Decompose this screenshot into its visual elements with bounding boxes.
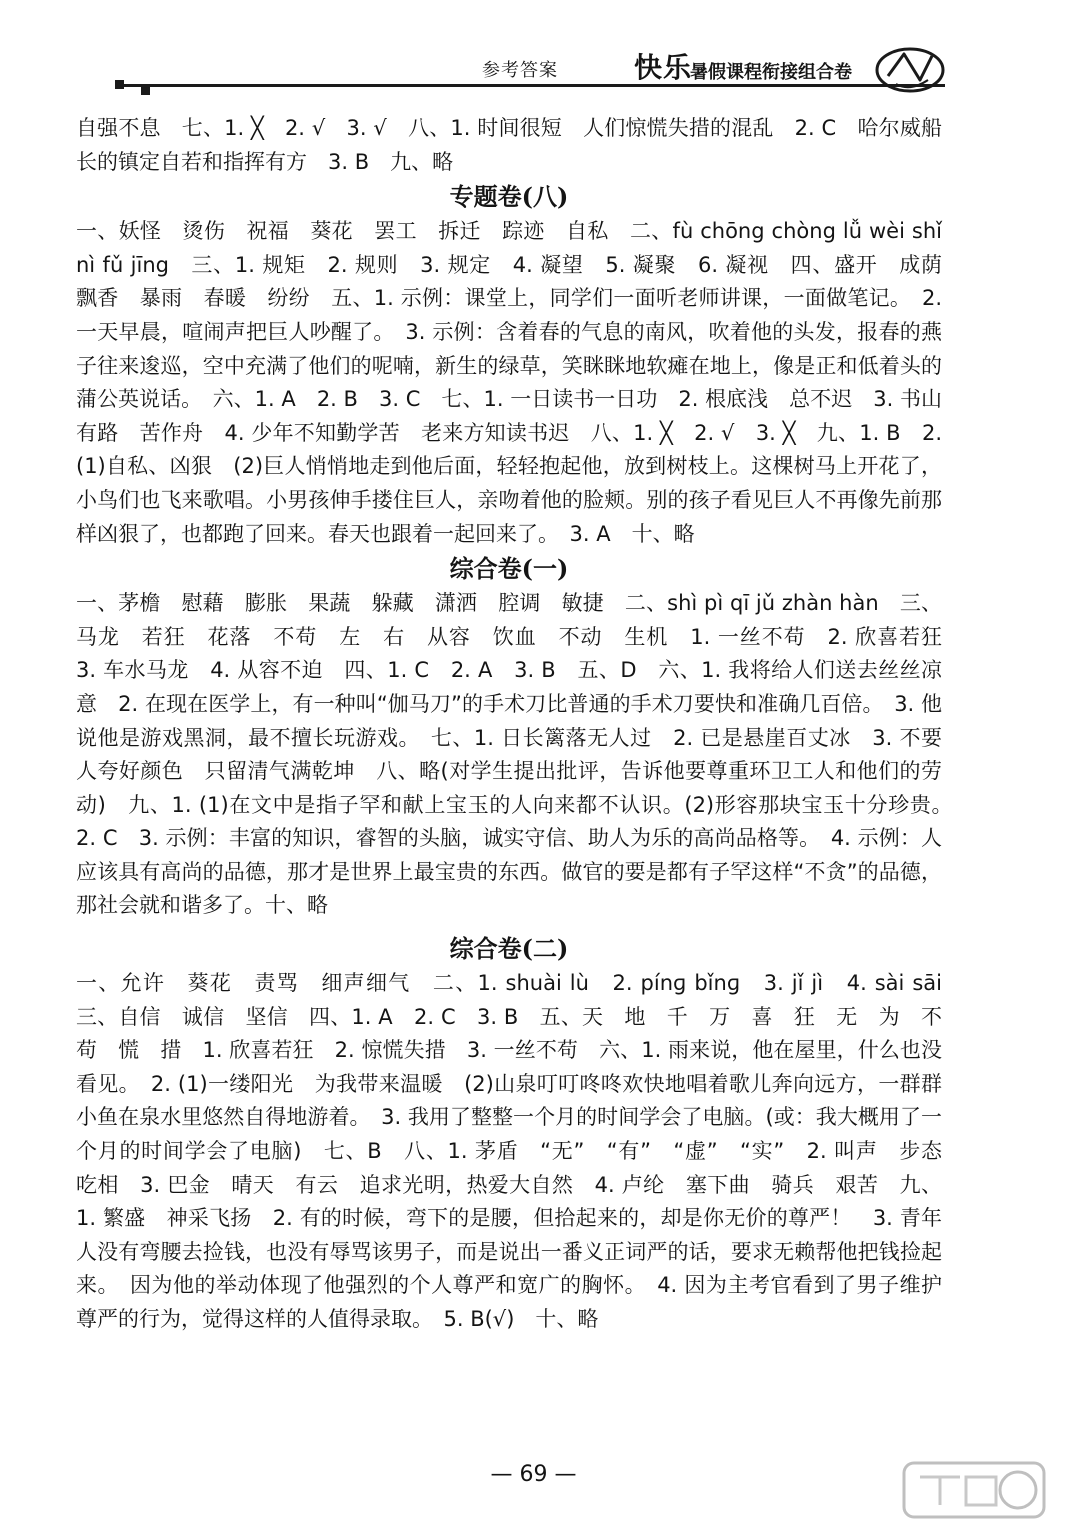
answer-paragraph: 一、茅檐 慰藉 膨胀 果蔬 躲藏 潇洒 腔调 敏捷 二、shì pì qī jǔ zhàn hàn 三、马龙 若狂 花落 不苟 左 右 从容 饮血 不动 生机 1. 一丝不苟 2. 欣喜若狂 3. 车水马龙 4. 从容不迫 四、1. C 2. A 3. B 五、D 六、1. 我将给人们送去丝丝凉意 2. 在现在医学上，有一种叫“伽马刀”的手术刀比普通的手术刀要快和准确几百倍。 3. 他说他是游戏黑洞，最不擅长玩游戏。 七、1. 日长篱落无人过 2. 已是悬崖百丈冰 3. 不要人夸好颜色 只留清气满乾坤 八、略(对学生提出批评，告诉他要尊重环卫工人和他们的劳动) 九、1. (1)在文中是指子罕和献上宝玉的人向来都不认识。(2)形容那块宝玉十分珍贵。 2. C 3. 示例：丰富的知识，睿智的头脑，诚实守信、助人为乐的高尚品格等。 4. 示例：人应该具有高尚的品德，那才是世界上最宝贵的东西。做官的要是都有子罕这样“不贪”的品德，那社会就和谐多了。十、略 (76, 591, 963, 918)
answer-content (76, 112, 963, 1337)
section-title: 综合卷(二) (449, 934, 569, 964)
answer-paragraph: 一、妖怪 烫伤 祝福 葵花 罢工 拆迁 踪迹 自私 二、fù chōng chòng lǚ wèi shǐ nì fǔ jīng 三、1. 规矩 2. 规则 3. 规定 4. 凝望 5. 凝聚 6. 凝视 四、盛开 成荫 飘香 暴雨 春暖 纷纷 五、1. 示例：课堂上，同学们一面听老师讲课，一面做笔记。 2. 一天早晨，喧闹声把巨人吵醒了。 3. 示例：含着春的气息的南风，吹着他的头发，报春的燕子往来逡巡，空中充满了他们的呢喃，新生的绿草，笑眯眯地软瘫在地上，像是正和低着头的蒲公英说话。 六、1. A 2. B 3. C 七、1. 一日读书一日功 2. 根底浅 总不迟 3. 书山有路 苦作舟 4. 少年不知勤学苦 老来方知读书迟 八、1. ╳ 2. √ 3. ╳ 九、1. B 2. (1)自私、凶狠 (2)巨人悄悄地走到他后面，轻轻抱起他，放到树枝上。这棵树马上开花了，小鸟们也飞来歌唱。小男孩伸手搂住巨人，亲吻着他的脸颊。别的孩子看见巨人不再像先前那样凶狠了，也都跑了回来。春天也跟着一起回来了。 3. A 十、略 (76, 219, 963, 546)
header-series-title: 暑假课程衔接组合卷 (690, 62, 852, 83)
page-number: — 69 — (490, 1462, 577, 1487)
answer-paragraph: 自强不息 七、1. ╳ 2. √ 3. √ 八、1. 时间很短 人们惊慌失措的混乱 2. C 哈尔威船长的镇定自若和指挥有方 3. B 九、略 (76, 116, 942, 174)
answer-paragraph: 一、允许 葵花 责骂 细声细气 二、1. shuài lù 2. pínɡ bǐnɡ 3. jǐ jì 4. sài sāi 三、自信 诚信 坚信 四、1. A 2. C 3. B 五、天 地 千 万 喜 狂 无 为 不苟 慌 措 1. 欣喜若狂 2. 惊慌失措 3. 一丝不苟 六、1. 雨来说，他在屋里，什么也没看见。 2. (1)一缕阳光 为我带来温暖 (2)山泉叮叮咚咚欢快地唱着歌儿奔向远方，一群群小鱼在泉水里悠然自得地游着。 3. 我用了整整一个月的时间学会了电脑。(或：我大概用了一个月的时间学会了电脑) 七、B 八、1. 茅盾 “无” “有” “虚” “实” 2. 叫声 步态 吃相 3. 巴金 晴天 有云 追求光明，热爱大自然 4. 卢纶 塞下曲 骑兵 艰苦 九、1. 繁盛 神采飞扬 2. 有的时候，弯下的是腰，但拾起来的，却是你无价的尊严！ 3. 青年人没有弯腰去捡钱，也没有辱骂该男子，而是说出一番义正词严的话，要求无赖帮他把钱捡起来。 因为他的举动体现了他强烈的个人尊严和宽广的胸怀。 4. 因为主考官看到了男子维护尊严的行为，觉得这样的人值得录取。 5. B(√) 十、略 (76, 971, 963, 1331)
book-logo-icon (874, 40, 946, 96)
header-square-marker (141, 86, 150, 95)
page-header (0, 0, 1067, 110)
header-square-marker (115, 80, 124, 89)
header-brand: 快乐 (634, 51, 693, 84)
section-title: 专题卷(八) (449, 182, 569, 212)
watermark-logo-icon (900, 1455, 1050, 1525)
header-reference-label: 参考答案 (482, 60, 558, 81)
section-title: 综合卷(一) (449, 554, 569, 584)
header-rule (115, 84, 945, 87)
